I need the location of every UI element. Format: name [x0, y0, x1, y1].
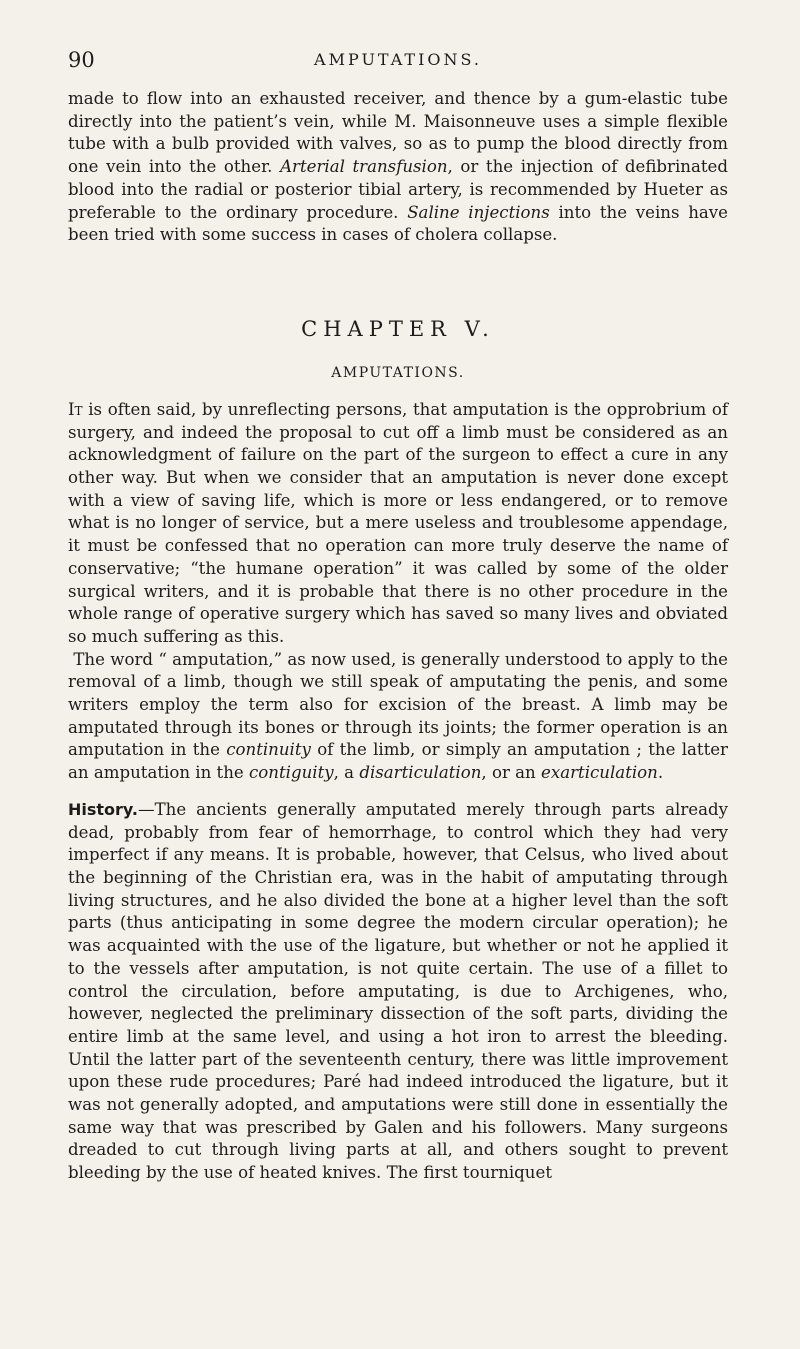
intro-text-1: made to flow into an exhausted receiver, and thence by a gum-elastic tube directly into the patient’s vein, while M. Maisonneuve uses a simple flexible tube with a bulb provided with valves, so as to pump the blood directly from one vein into the other.: [68, 89, 728, 177]
running-head: [68, 48, 728, 88]
paragraph-2-text-2: of the limb, or simply an amputation ; the latter an amputation in the: [68, 740, 728, 783]
chapter-subtitle: AMPUTATIONS.: [331, 364, 465, 381]
paragraph-2-italic-2: contiguity: [249, 763, 334, 783]
intro-text-2: , or the injection of defibrinated blood into the radial or posterior tibial artery, is recommended by Hueter as preferable to the ordinary procedure.: [68, 157, 728, 222]
paragraph-2-italic-3: disarticulation: [359, 763, 482, 783]
history-paragraph: [68, 799, 728, 1185]
intro-text-3: into the veins have been tried with some success in cases of cholera collapse.: [68, 202, 729, 245]
paragraph-2-text-4: , or an: [481, 763, 542, 783]
book-page: [68, 48, 728, 1185]
page-number: 90: [68, 48, 95, 72]
running-title: AMPUTATIONS.: [314, 50, 482, 69]
intro-italic-2: Saline injections: [407, 202, 550, 222]
history-text: —The ancients generally amputated merely through parts already dead, probably from fear of hemorrhage, to control which they had very imperfect if any means. It is probable, however, that Celsus, who lived about the beginning of the Christian era, was in the habit of amputating through living structures, and he also divided the bone at a higher level than the soft parts (thus anticipating in some degree the modern circular operation); he was acquainted with the use of the ligature, but whether or not he applied it to the vessels after amputation, is not quite certain. The use of a fillet to control the circulation, before amputating, is due to Archigenes, who, however, neglected the preliminary dissection of the soft parts, dividing the entire limb at the same level, and using a hot iron to arrest the bleeding. Until the latter part of the seventeenth century, there was little improvement upon these rude procedures; Paré had indeed introduced the ligature, but it was not generally adopted, and amputations were still done in essentially the same way that was prescribed by Galen and his followers. Many surgeons dreaded to cut through living parts at all, and others sought to prevent bleeding by the use of heated knives. The first tourniquet: [68, 799, 728, 1183]
paragraph-2-italic-4: exarticulation: [541, 763, 658, 783]
history-heading: History.: [68, 799, 138, 819]
intro-italic-1: Arterial transfusion: [280, 157, 448, 177]
paragraph-1-text: is often said, by unreflecting persons, that amputation is the opprobrium of surgery, and indeed the proposal to cut off a limb must be considered as an acknowledgment of failure on the part of the surgeon to effect a cure in any other way. But when we consider that an amputation is never done except with a view of saving life, which is more or less endangered, or to remove what is no longer of service, but a mere useless and troublesome appendage, it must be confessed that no operation can more truly deserve the name of conservative; “the humane operation” it was called by some of the older surgical writers, and it is probable that there is no other procedure in the whole range of operative surgery which has saved so many lives and obviated so much suffering as this.: [68, 399, 728, 646]
paragraph-2: [68, 649, 728, 785]
paragraph-2-italic-1: continuity: [226, 740, 311, 760]
paragraph-2-text-5: .: [657, 763, 664, 783]
paragraph-2-text-3: , a: [333, 763, 360, 783]
intro-paragraph: [68, 88, 728, 247]
paragraph-1: [68, 399, 728, 649]
section-gap: [68, 785, 728, 799]
paragraph-2-text-1: The word “ amputation,” as now used, is generally understood to apply to the removal of a limb, though we still speak of amputating the penis, and some writers employ the term also for excision of the breast. A limb may be amputated through its bones or through its joints; the former operation is an amputation in the: [68, 649, 728, 760]
chapter-title: CHAPTER V.: [301, 316, 495, 341]
paragraph-1-lead: It: [68, 399, 83, 419]
